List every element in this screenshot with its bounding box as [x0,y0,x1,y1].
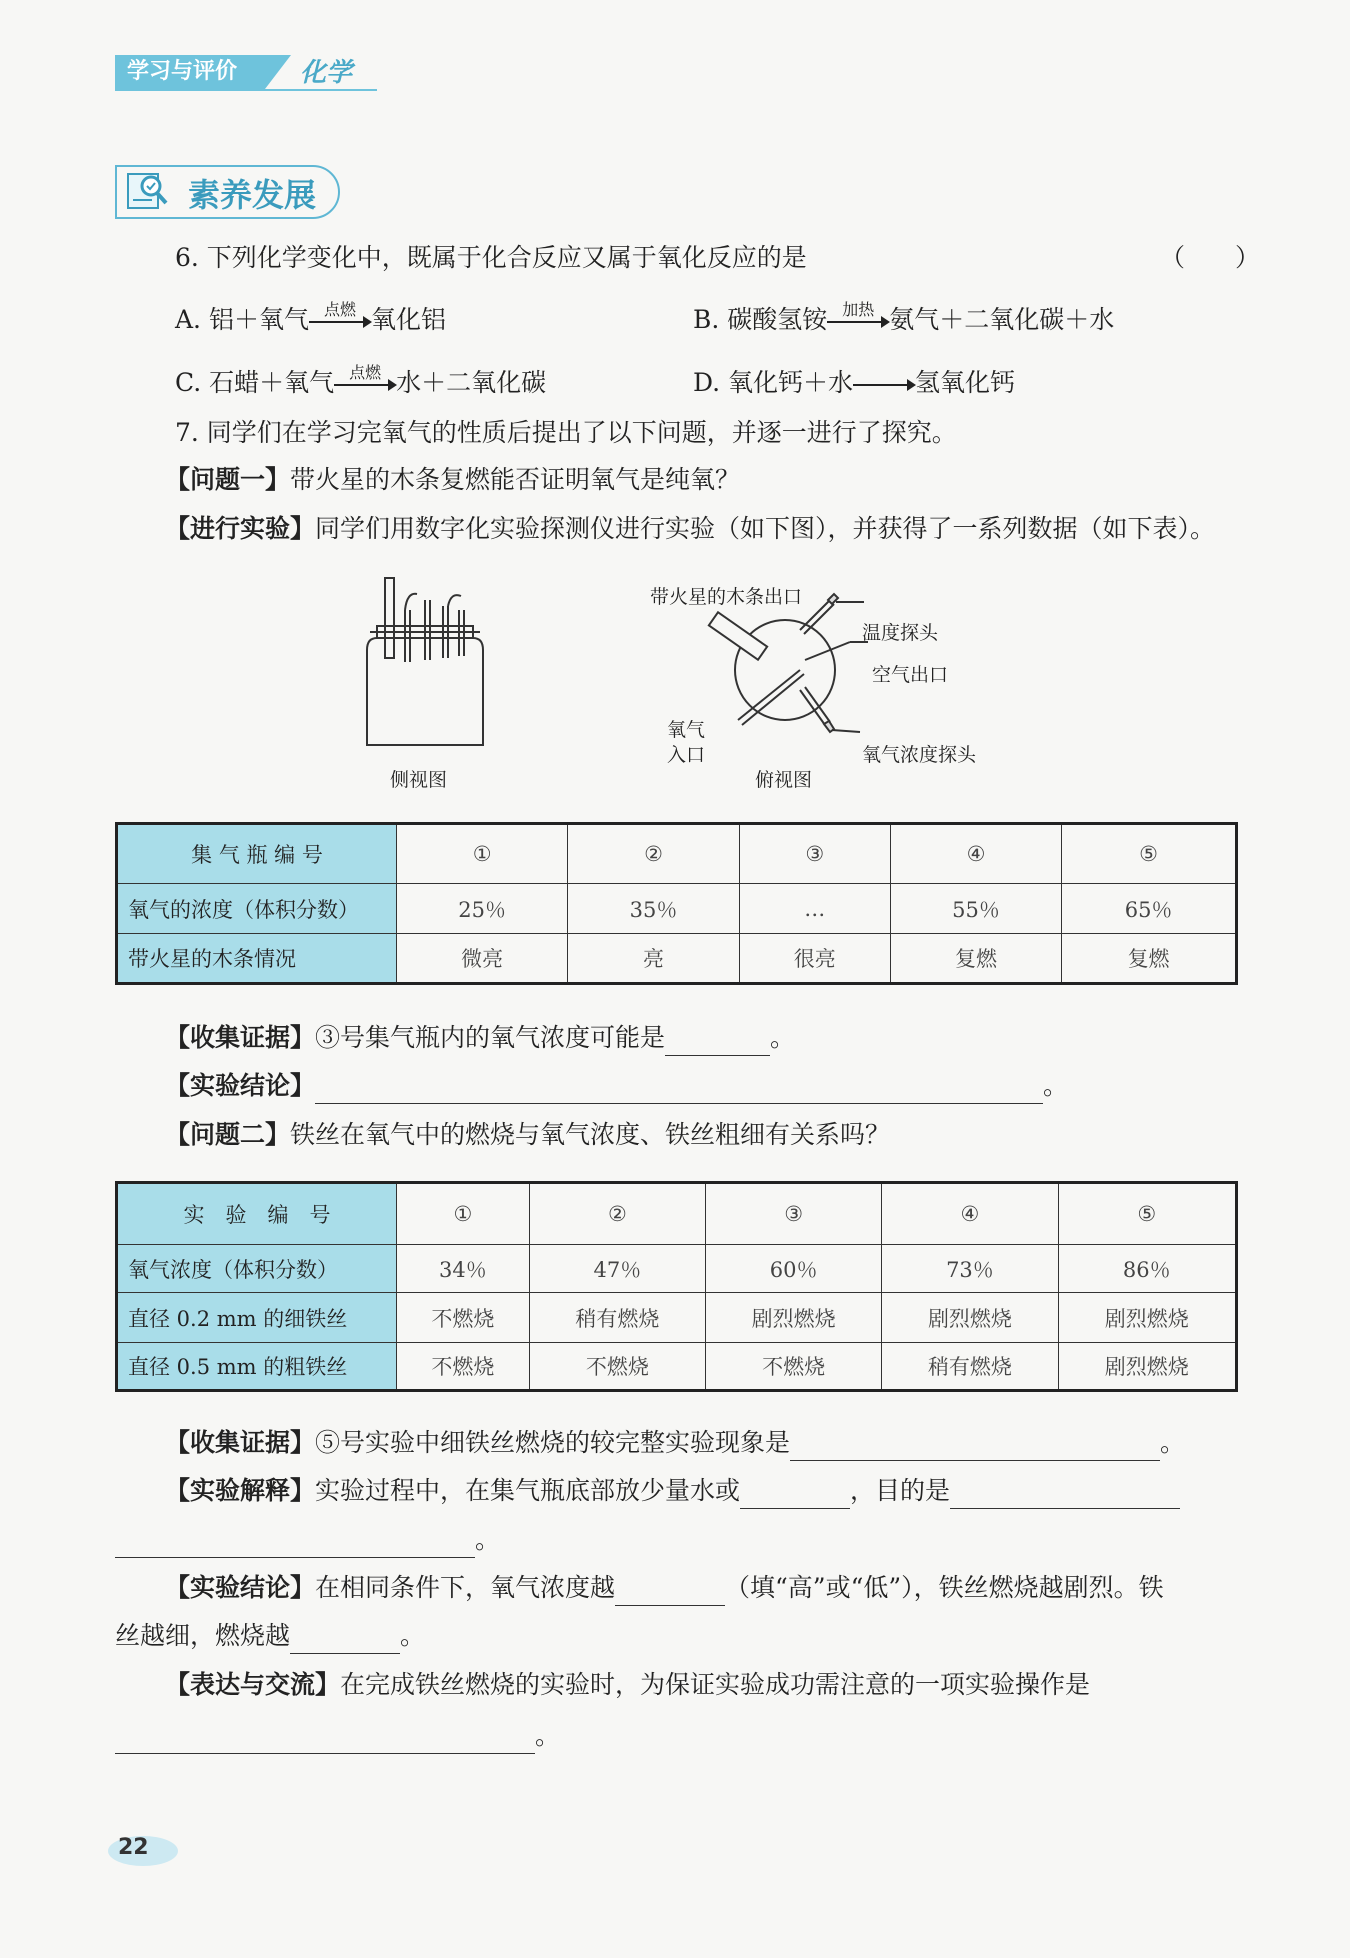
top-view-caption: 俯视图 [755,769,813,791]
table-row: 集 气 瓶 编 号 ① ② ③ ④ ⑤ [117,824,1237,884]
problem-two: 【问题二】铁丝在氧气中的燃烧与氧气浓度、铁丝粗细有关系吗？ [165,1120,891,1149]
q6-option-a[interactable] [175,299,446,338]
section-title: 素养发展 [188,176,317,214]
option-a-reactants: A. 铝＋氧气 [175,305,309,334]
label-stick-outlet: 带火星的木条出口 [650,586,803,608]
conclusion-two: 【实验结论】在相同条件下，氧气浓度越 （填“高”或“低”），铁丝燃烧越剧烈。铁 [165,1570,1164,1606]
option-c-products: 水＋二氧化碳 [396,368,547,397]
reaction-arrow: 点燃 [309,312,371,332]
side-view-caption: 侧视图 [390,769,448,791]
explanation: 【实验解释】实验过程中，在集气瓶底部放少量水或 ，目的是 [165,1473,1180,1509]
table-row: 氧气的浓度（体积分数） 25％ 35％ … 55％ 65％ [117,884,1237,934]
label-air-outlet: 空气出口 [872,664,949,686]
page-number: 22 [118,1835,149,1860]
label-oxygen-inlet-2: 入口 [667,744,706,766]
q7-stem: 7. 同学们在学习完氧气的性质后提出了以下问题，并逐一进行了探究。 [175,418,957,447]
series-banner: 学习与评价 [115,55,265,89]
table-row: 氧气浓度（体积分数） 34％ 47％ 60％ 73％ 86％ [117,1245,1237,1293]
conclusion-one: 【实验结论】 。 [165,1068,1068,1104]
evidence-two: 【收集证据】⑤号实验中细铁丝燃烧的较完整实验现象是 。 [165,1425,1185,1461]
table-row: 直径 0.2 mm 的细铁丝 不燃烧 稍有燃烧 剧烈燃烧 剧烈燃烧 剧烈燃烧 [117,1293,1237,1343]
label-oxygen-probe: 氧气浓度探头 [862,744,977,766]
reaction-arrow: 加热 [827,312,889,332]
experiment-step: 【进行实验】同学们用数字化实验探测仪进行实验（如下图），并获得了一系列数据（如下表）。 [165,514,1216,543]
table-row: 直径 0.5 mm 的粗铁丝 不燃烧 不燃烧 不燃烧 稍有燃烧 剧烈燃烧 [117,1343,1237,1391]
option-b-products: 氨气＋二氧化碳＋水 [889,305,1115,334]
q6-answer-paren[interactable]: （ ） [1160,243,1261,272]
expression-cont: 。 [115,1718,560,1754]
option-b-reactants: B. 碳酸氢铵 [693,305,828,334]
option-d-reactants: D. 氧化钙＋水 [693,368,854,397]
iron-wire-table [115,1181,1238,1392]
reaction-arrow: 点燃 [334,375,396,395]
answer-blank[interactable] [615,1579,725,1606]
q6-stem: 6. 下列化学变化中，既属于化合反应又属于氧化反应的是 [175,243,807,272]
answer-blank[interactable] [315,1077,1043,1104]
label-oxygen-inlet-1: 氧气 [667,719,706,741]
conclusion-two-cont: 丝越细，燃烧越 。 [115,1618,425,1654]
answer-blank[interactable] [115,1531,475,1558]
q6-option-b[interactable] [693,299,1115,338]
bottle-data-table [115,822,1238,985]
q6-option-d[interactable] [693,365,1015,401]
header-rule [115,89,377,91]
banner-tip [265,55,291,89]
evidence-one: 【收集证据】③号集气瓶内的氧气浓度可能是 。 [165,1020,795,1056]
expression-exchange: 【表达与交流】在完成铁丝燃烧的实验时，为保证实验成功需注意的一项实验操作是 [165,1670,1091,1699]
answer-blank[interactable] [665,1029,770,1056]
explanation-cont: 。 [115,1522,500,1558]
answer-blank[interactable] [790,1434,1160,1461]
problem-one: 【问题一】带火星的木条复燃能否证明氧气是纯氧？ [165,465,741,494]
magnifier-icon [126,170,172,212]
answer-blank[interactable] [950,1482,1180,1509]
option-a-products: 氧化铝 [370,305,446,334]
option-c-reactants: C. 石蜡＋氧气 [175,368,335,397]
answer-blank[interactable] [115,1727,535,1754]
reaction-arrow [853,375,915,395]
label-temperature-probe: 温度探头 [862,622,939,644]
answer-blank[interactable] [290,1627,400,1654]
option-d-products: 氢氧化钙 [915,368,1016,397]
subject-title: 化学 [300,58,353,88]
table-row: 实 验 编 号 ① ② ③ ④ ⑤ [117,1183,1237,1245]
side-view-diagram [355,570,505,760]
table-row: 带火星的木条情况 微亮 亮 很亮 复燃 复燃 [117,934,1237,984]
answer-blank[interactable] [740,1482,850,1509]
q6-option-c[interactable] [175,362,547,401]
